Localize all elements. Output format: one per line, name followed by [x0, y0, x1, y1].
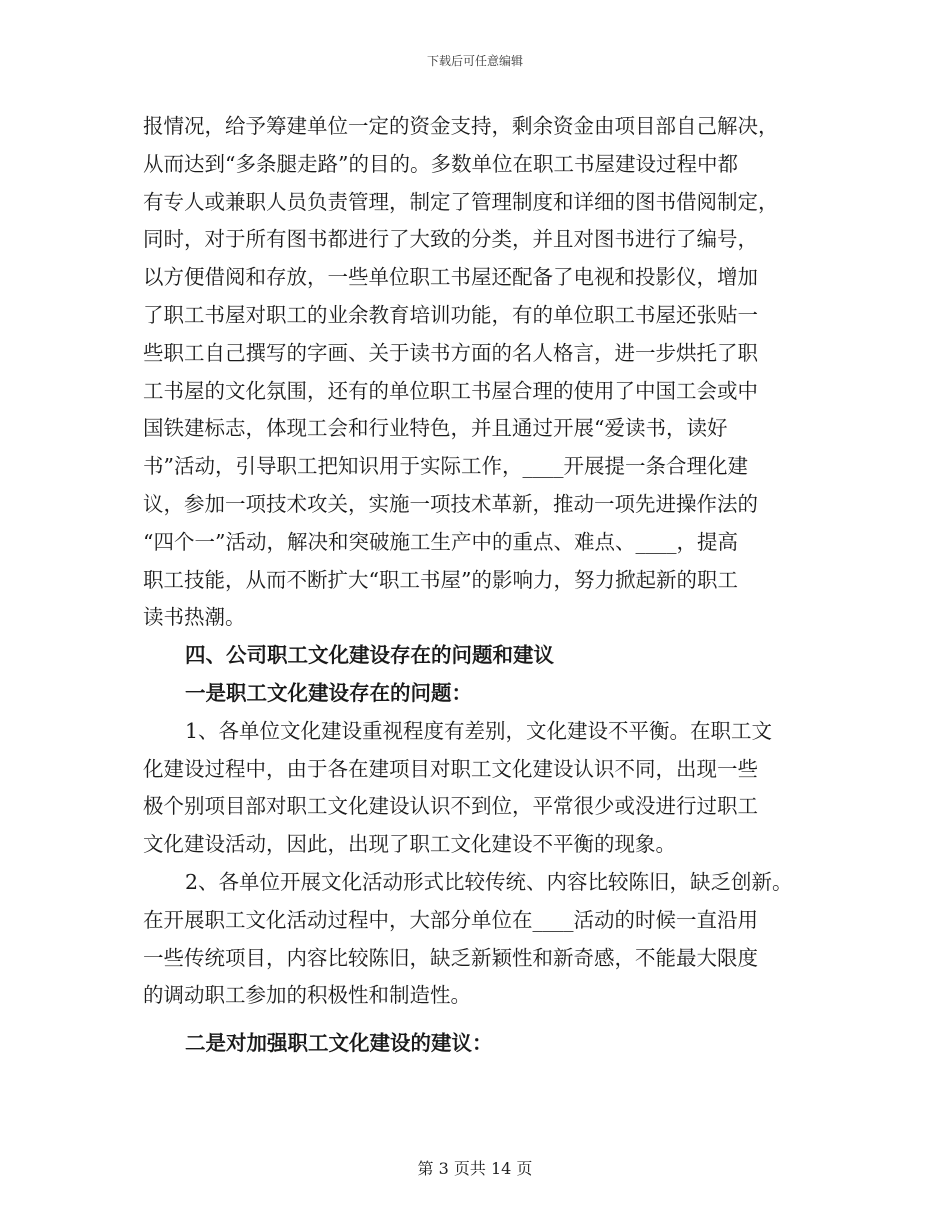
paragraph-line: 了职工书屋对职工的业余教育培训功能，有的单位职工书屋还张贴一 — [143, 302, 758, 327]
paragraph-line: 一些传统项目，内容比较陈旧，缺乏新颖性和新奇感，不能最大限度 — [143, 945, 758, 970]
paragraph-line: 极个别项目部对职工文化建设认识不到位，平常很少或没进行过职工 — [143, 794, 758, 819]
paragraph-line: 从而达到“多条腿走路”的目的。多数单位在职工书屋建设过程中都 — [143, 151, 738, 176]
paragraph-line: 书”活动，引导职工把知识用于实际工作，____开展提一条合理化建 — [143, 454, 748, 479]
page-footer: 第 3 页共 14 页 — [417, 1159, 533, 1178]
paragraph-line: 在开展职工文化活动过程中，大部分单位在____活动的时候一直沿用 — [143, 907, 758, 932]
paragraph-line: 职工技能，从而不断扩大“职工书屋”的影响力，努力掀起新的职工 — [143, 567, 738, 592]
subsection-heading: 二是对加强职工文化建设的建议： — [185, 1031, 493, 1056]
paragraph-line: 工书屋的文化氛围，还有的单位职工书屋合理的使用了中国工会或中 — [143, 378, 758, 403]
paragraph-line: 2、各单位开展文化活动形式比较传统、内容比较陈旧，缺乏创新。 — [185, 869, 793, 894]
subsection-heading: 一是职工文化建设存在的问题： — [185, 680, 472, 705]
paragraph-line: 同时，对于所有图书都进行了大致的分类，并且对图书进行了编号， — [143, 227, 758, 252]
paragraph-line: 化建设过程中，由于各在建项目对职工文化建设认识不同，出现一些 — [143, 756, 758, 781]
paragraph-line: 有专人或兼职人员负责管理，制定了管理制度和详细的图书借阅制定， — [143, 189, 779, 214]
paragraph-line: 文化建设活动，因此，出现了职工文化建设不平衡的现象。 — [143, 832, 676, 857]
paragraph-line: 1、各单位文化建设重视程度有差别，文化建设不平衡。在职工文 — [185, 718, 773, 743]
paragraph-line: “四个一”活动，解决和突破施工生产中的重点、难点、____，提高 — [143, 529, 738, 554]
section-heading: 四、公司职工文化建设存在的问题和建议 — [185, 643, 554, 668]
paragraph-line: 以方便借阅和存放，一些单位职工书屋还配备了电视和投影仪，增加 — [143, 265, 758, 290]
paragraph-gap — [143, 1015, 833, 1025]
paragraph-line: 报情况，给予筹建单位一定的资金支持，剩余资金由项目部自己解决， — [143, 114, 779, 138]
document-body — [143, 108, 833, 1063]
paragraph-line: 国铁建标志，体现工会和行业特色，并且通过开展“爱读书，读好 — [143, 416, 728, 441]
paragraph-line: 读书热潮。 — [143, 605, 246, 630]
page-header: 下载后可任意编辑 — [426, 54, 523, 68]
paragraph-line: 议，参加一项技术攻关，实施一项技术革新，推动一项先进操作法的 — [143, 491, 758, 516]
paragraph-line: 的调动职工参加的积极性和制造性。 — [143, 983, 471, 1008]
paragraph-line: 些职工自己撰写的字画、关于读书方面的名人格言，进一步烘托了职 — [143, 340, 758, 365]
